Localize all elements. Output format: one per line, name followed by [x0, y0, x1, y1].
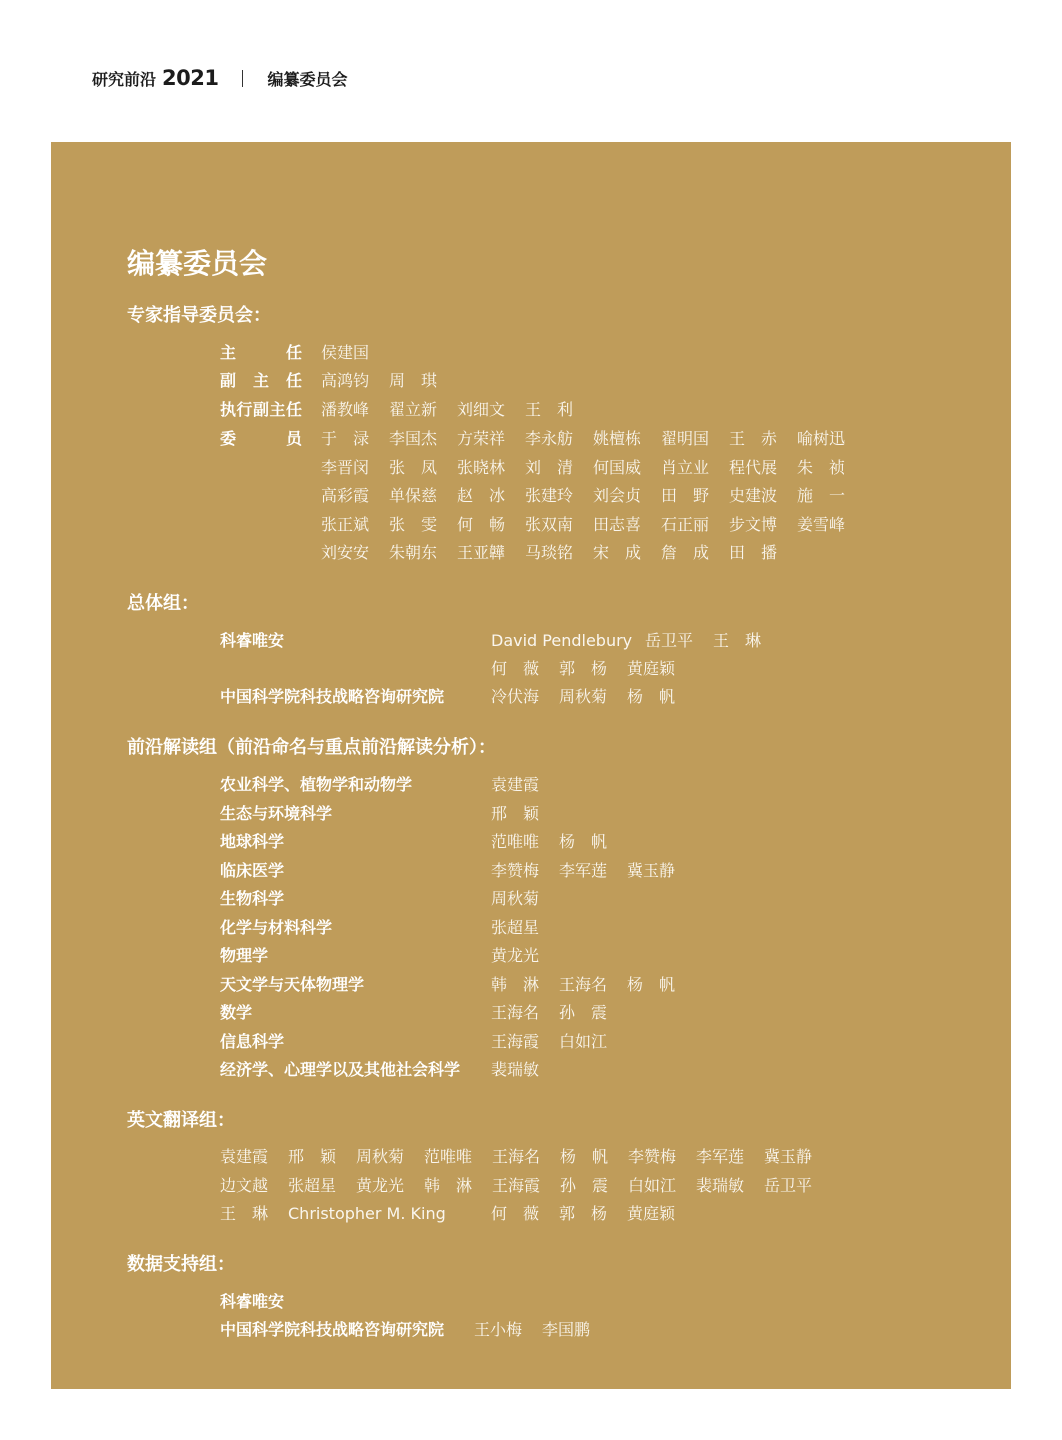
person-name: 冷伏海: [491, 687, 540, 706]
person-name: 何国威: [593, 457, 642, 477]
person-name: 冀玉静: [627, 860, 676, 880]
field-name: 物理学: [220, 946, 269, 965]
person-name: 赵 冰: [457, 486, 506, 505]
person-name: 白如江: [628, 1176, 677, 1195]
person-name: 李国鹏: [542, 1320, 591, 1339]
series-year: 2021: [162, 66, 219, 90]
person-name: 范唯唯: [424, 1147, 473, 1166]
person-name: 黄龙光: [356, 1176, 405, 1195]
role-label: [220, 431, 302, 447]
person-name: 潘教峰: [321, 400, 370, 419]
person-name: 程代展: [729, 457, 778, 477]
person-name: 肖立业: [661, 457, 710, 477]
person-name: 李军莲: [696, 1147, 745, 1166]
person-name: 岳卫平: [764, 1176, 813, 1195]
person-name: 王 赤: [729, 429, 778, 448]
person-name: 王 利: [525, 400, 574, 419]
role-label: [220, 345, 302, 361]
person-name: 白如江: [559, 1031, 608, 1051]
person-name: 刘安安: [321, 543, 370, 562]
series-name: 研究前沿: [92, 69, 157, 89]
role-label-text: 执行副主任: [220, 400, 302, 419]
person-name: 田志喜: [593, 514, 642, 534]
role-label: [220, 373, 302, 389]
person-name: 石正丽: [661, 514, 710, 534]
person-name: 喻树迅: [797, 429, 846, 448]
person-name: 张超星: [288, 1176, 337, 1195]
committee-panel: [51, 142, 1011, 1389]
person-name: 方荣祥: [457, 429, 506, 448]
person-name: 宋 成: [593, 543, 642, 562]
person-name: 侯建国: [321, 343, 370, 362]
person-name: 王 琳: [220, 1204, 269, 1223]
person-name: 杨 帆: [627, 687, 676, 706]
person-name: 冀玉静: [764, 1147, 813, 1166]
person-name: 孙 震: [559, 1003, 608, 1022]
field-name: 天文学与天体物理学: [220, 974, 365, 994]
person-name: 张晓林: [457, 457, 506, 477]
person-name: David Pendlebury: [491, 631, 633, 650]
group-heading-expert: 专家指导委员会：: [127, 305, 271, 326]
person-name: 王小梅: [474, 1320, 523, 1339]
page-title: 编纂委员会: [127, 247, 268, 280]
person-name: 孙 震: [560, 1176, 609, 1195]
person-name: 刘细文: [457, 400, 506, 419]
person-name: 张 雯: [389, 514, 438, 534]
person-name: 高鸿钧: [321, 371, 370, 390]
person-name: 李赞梅: [628, 1147, 677, 1166]
person-name: 于 渌: [321, 429, 370, 448]
org-name: 科睿唯安: [220, 631, 285, 650]
person-name: 周秋菊: [559, 687, 608, 706]
person-name: 李赞梅: [491, 860, 540, 880]
person-name: 郭 杨: [559, 1204, 608, 1223]
person-name: 马琰铭: [525, 543, 574, 562]
person-name: 田 播: [729, 543, 778, 562]
person-name: 王海霞: [491, 1031, 540, 1051]
person-name: 王亚韡: [457, 543, 506, 562]
person-name: 韩 淋: [491, 974, 540, 994]
person-name: 步文博: [729, 514, 778, 534]
person-name: 周秋菊: [356, 1147, 405, 1166]
person-name: 李永舫: [525, 429, 574, 448]
person-name: 杨 帆: [560, 1147, 609, 1166]
person-name: 边文越: [220, 1176, 269, 1195]
person-name: 袁建霞: [220, 1147, 269, 1166]
person-name: 刘会贞: [593, 486, 642, 505]
person-name: 袁建霞: [491, 775, 540, 794]
person-name: 裴瑞敏: [491, 1060, 540, 1079]
person-name: 王 琳: [713, 631, 762, 650]
field-name: 地球科学: [220, 832, 285, 851]
page-header: [92, 64, 347, 92]
group-heading-data-support: 数据支持组：: [127, 1254, 235, 1275]
person-name: 高彩霞: [321, 486, 370, 505]
section-name: 编纂委员会: [267, 69, 348, 89]
person-name: 周秋菊: [491, 889, 540, 908]
person-name: 黄庭颖: [627, 659, 676, 678]
field-name: 生态与环境科学: [220, 803, 333, 823]
person-name: 翟明国: [661, 429, 710, 448]
person-name: 王海名: [559, 974, 608, 994]
person-name: 邢 颖: [288, 1147, 337, 1166]
person-name: 施 一: [797, 486, 846, 505]
field-name: 经济学、心理学以及其他社会科学: [220, 1060, 461, 1079]
person-name: 李晋闵: [321, 457, 370, 477]
field-name: 农业科学、植物学和动物学: [220, 775, 413, 794]
person-name: 翟立新: [389, 400, 438, 419]
person-name: 何 薇: [491, 1204, 540, 1223]
person-name: 詹 成: [661, 543, 710, 562]
person-name: 朱 祯: [797, 457, 846, 477]
person-name: 李国杰: [389, 429, 438, 448]
person-name: 何 畅: [457, 514, 506, 534]
person-name: 范唯唯: [491, 832, 540, 851]
person-name: 周 琪: [389, 371, 438, 390]
org-name: 中国科学院科技战略咨询研究院: [220, 687, 445, 706]
org-name: 中国科学院科技战略咨询研究院: [220, 1320, 445, 1339]
person-name: 黄龙光: [491, 946, 540, 965]
person-name: 张 凤: [389, 457, 438, 477]
group-heading-frontier: 前沿解读组（前沿命名与重点前沿解读分析）：: [127, 737, 496, 758]
person-name: 岳卫平: [645, 631, 694, 650]
person-name: 王海名: [492, 1147, 541, 1166]
person-name: 何 薇: [491, 659, 540, 678]
person-name: 张双南: [525, 514, 574, 534]
person-name: 姚檀栋: [593, 429, 642, 448]
role-label: [220, 402, 302, 418]
person-name: 李军莲: [559, 860, 608, 880]
person-name: 单保慈: [389, 486, 438, 505]
person-name: 杨 帆: [627, 974, 676, 994]
role-label-text: 委 员: [220, 429, 302, 448]
person-name: 张超星: [491, 917, 540, 937]
person-name: 刘 清: [525, 457, 574, 477]
person-name: 杨 帆: [559, 832, 608, 851]
person-name: 郭 杨: [559, 659, 608, 678]
field-name: 临床医学: [220, 860, 285, 880]
person-name: 朱朝东: [389, 543, 438, 562]
person-name: Christopher M. King: [288, 1204, 446, 1223]
person-name: 邢 颖: [491, 803, 540, 823]
person-name: 田 野: [661, 486, 710, 505]
group-heading-translation: 英文翻译组：: [127, 1110, 235, 1131]
field-name: 信息科学: [220, 1031, 285, 1051]
person-name: 王海霞: [492, 1176, 541, 1195]
person-name: 姜雪峰: [797, 514, 846, 534]
field-name: 生物科学: [220, 889, 285, 908]
person-name: 史建波: [729, 486, 778, 505]
person-name: 张正斌: [321, 514, 370, 534]
field-name: 化学与材料科学: [220, 917, 333, 937]
person-name: 张建玲: [525, 486, 574, 505]
field-name: 数学: [220, 1003, 253, 1022]
person-name: 王海名: [491, 1003, 540, 1022]
person-name: 裴瑞敏: [696, 1176, 745, 1195]
role-label-text: 副主任: [220, 371, 302, 390]
person-name: 黄庭颖: [627, 1204, 676, 1223]
header-divider: [242, 70, 243, 87]
role-label-text: 主 任: [220, 343, 302, 362]
person-name: 韩 淋: [424, 1176, 473, 1195]
org-name: 科睿唯安: [220, 1292, 285, 1311]
group-heading-overall: 总体组：: [127, 593, 199, 614]
